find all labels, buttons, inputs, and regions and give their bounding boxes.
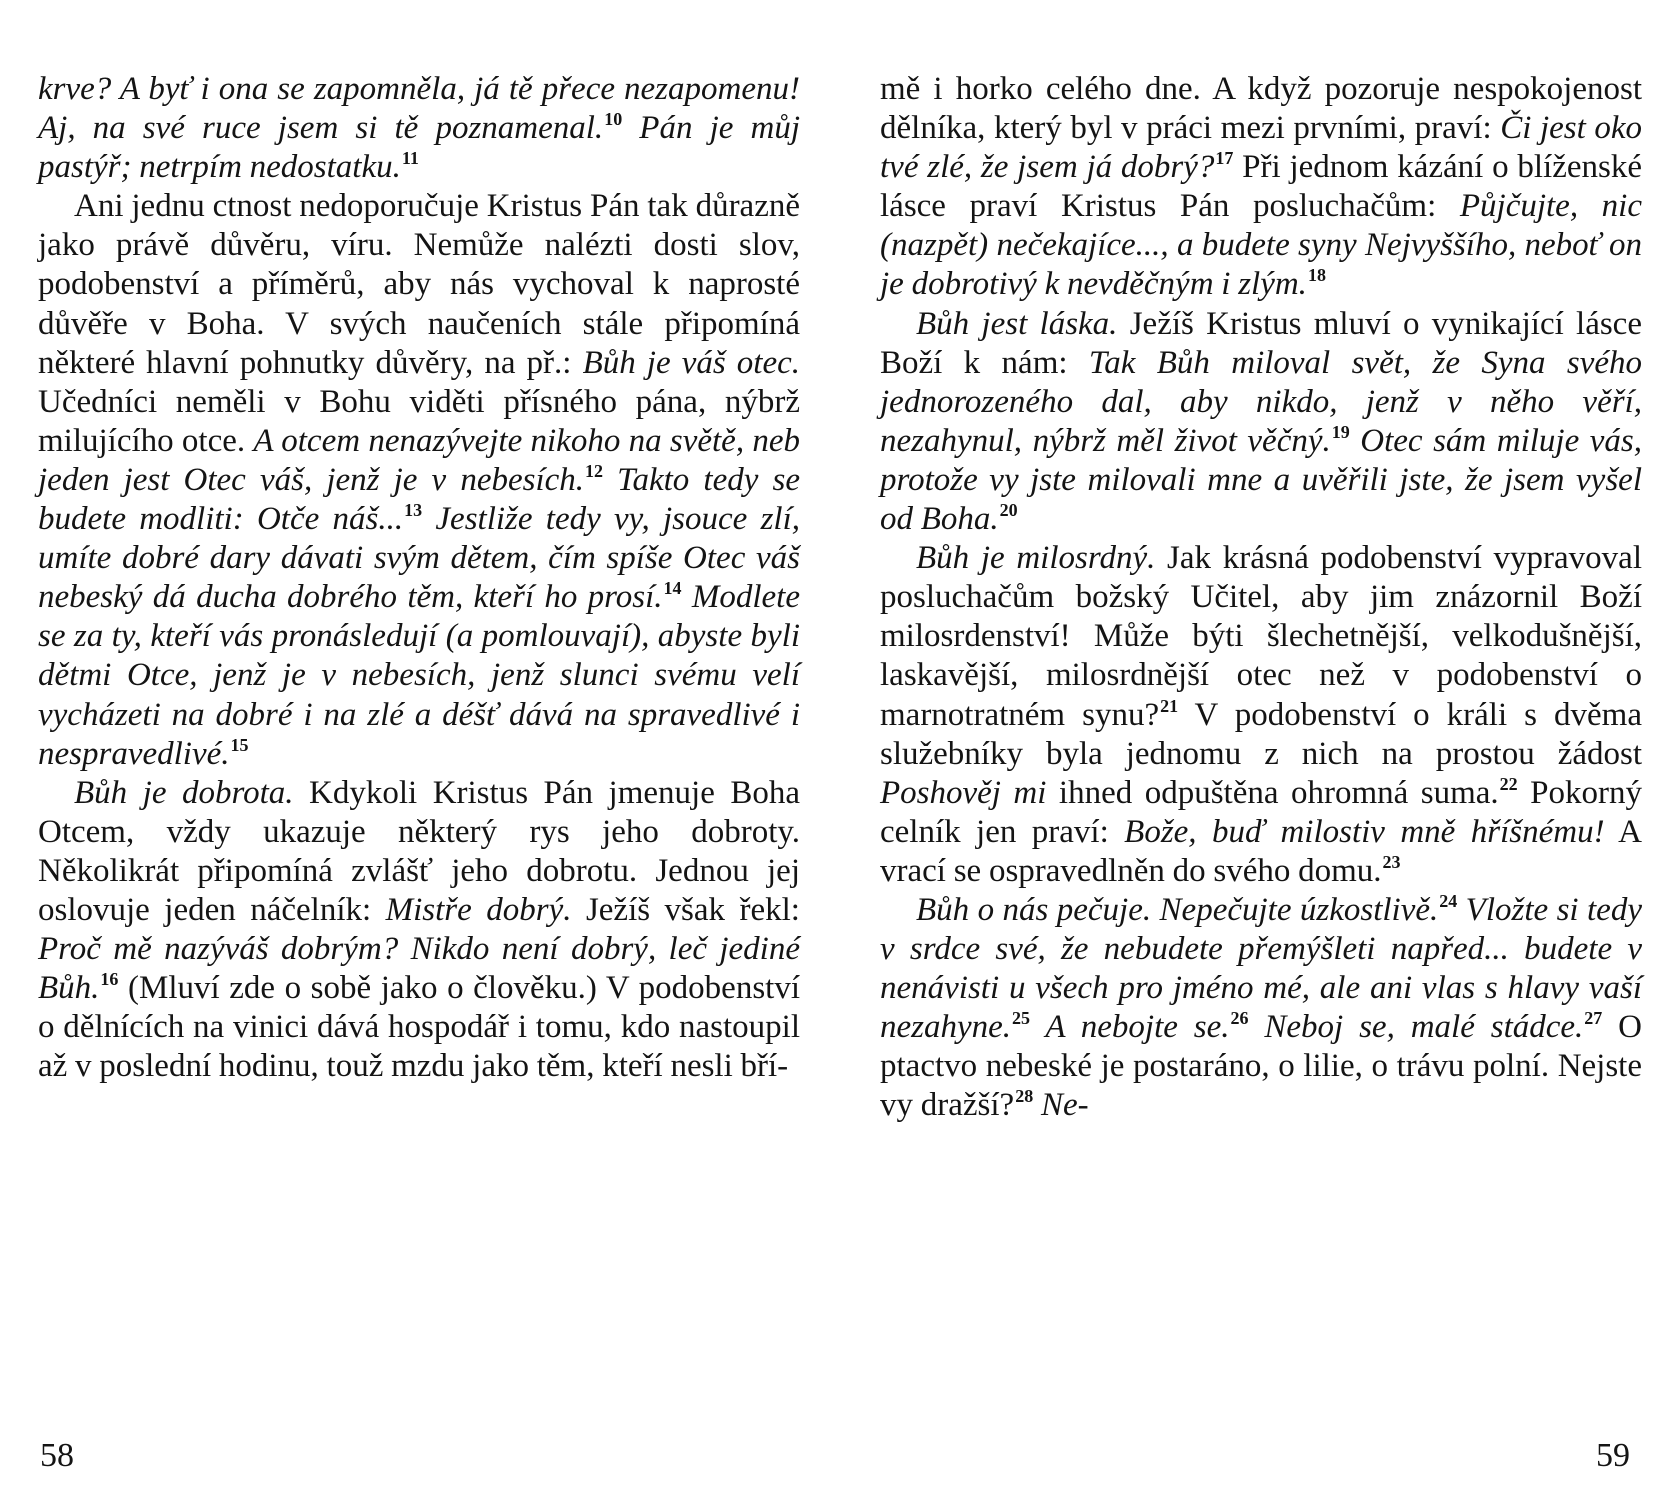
footnote-ref: 15 — [230, 734, 249, 755]
italic-text: Mistře dobrý. — [385, 891, 572, 928]
italic-text: A nebojte se. — [1030, 1009, 1230, 1046]
italic-text: A otcem nenazývejte nikoho na světě, neb jeden jest Otec váš, jenž je v nebesích. — [38, 422, 800, 498]
body-text: V podobenství o králi s dvěma služebníky byla jednomu z nich na prostou žádost — [880, 696, 1642, 772]
italic-text: Půjčujte, nic (nazpět) nečekajíce..., a budete syny Nejvyššího, neboť on je dobrotivý k nevděčným i zlým. — [880, 188, 1642, 303]
footnote-ref: 22 — [1499, 773, 1518, 794]
page-number-right: 59 — [1596, 1437, 1630, 1474]
footnote-ref: 21 — [1160, 695, 1179, 716]
footnote-ref: 28 — [1015, 1086, 1034, 1107]
italic-text: Či jest oko tvé zlé, že jsem já dobrý? — [880, 110, 1643, 186]
italic-text: krve? A byť i ona se zapomněla, já tě přece nezapomenu! Aj, na své ruce jsem si tě poznamenal. — [38, 71, 800, 147]
footnote-ref: 13 — [404, 500, 423, 521]
footnote-ref: 16 — [100, 969, 119, 990]
italic-text: Bože, buď milostiv mně hříšnému! — [1124, 813, 1605, 850]
italic-text: Bůh o nás pečuje. Nepečujte úzkostlivě. — [916, 891, 1439, 928]
italic-text: Bůh je milosrdný. — [916, 540, 1156, 577]
footnote-ref: 23 — [1382, 851, 1401, 872]
body-text: ihned odpuštěna ohromná suma. — [1046, 774, 1499, 811]
italic-text: Modlete se za ty, kteří vás pronásledují (a pomlouvají), abyste byli dětmi Otce, jenž je v nebesích, jenž slunci svému velí vycházeti na dobré i na zlé a déšť dává na spravedlivé i nespravedlivé. — [38, 579, 800, 772]
body-text: Pokorný celník jen praví: — [880, 774, 1642, 850]
body-text: Ježíš Kristus mluví o vynikající lásce Boží k nám: — [880, 305, 1642, 381]
footnote-ref: 24 — [1439, 890, 1458, 911]
italic-text: Proč mě nazýváš dobrým? Nikdo není dobrý, leč jediné Bůh. — [38, 931, 800, 1007]
footnote-ref: 18 — [1307, 265, 1326, 286]
footnote-ref: 10 — [604, 109, 623, 130]
footnote-ref: 17 — [1215, 148, 1234, 169]
body-text: Učedníci neměli v Bohu viděti přísného pána, nýbrž milujícího otce. — [38, 383, 800, 459]
body-text: O ptactvo nebeské je postaráno, o lilie, o trávu polní. Nejste vy dražší? — [880, 1009, 1642, 1124]
right-page — [880, 70, 1642, 1126]
italic-text: Jestliže tedy vy, jsouce zlí, umíte dobré dary dávati svým dětem, čím spíše Otec váš nebeský dá ducha dobrého těm, kteří ho prosí. — [38, 501, 800, 616]
italic-text: Ne- — [1033, 1087, 1089, 1124]
paragraph — [880, 70, 1642, 305]
body-text: A vrací se ospravedlněn do svého domu. — [880, 813, 1642, 889]
footnote-ref: 19 — [1331, 421, 1350, 442]
body-text: Ježíš však řekl: — [571, 891, 800, 928]
footnote-ref: 11 — [401, 148, 419, 169]
italic-text: Takto tedy se budete modliti: Otče náš... — [38, 461, 800, 538]
italic-text: Poshověj mi — [880, 774, 1047, 811]
paragraph — [38, 187, 800, 773]
body-text: Při jednom kázání o blíženské lásce praví Kristus Pán posluchačům: — [880, 149, 1642, 225]
footnote-ref: 27 — [1584, 1008, 1603, 1029]
italic-text: Bůh je dobrota. — [74, 774, 294, 811]
italic-text: Bůh je váš otec. — [582, 344, 800, 381]
left-page — [38, 70, 800, 1086]
footnote-ref: 12 — [585, 460, 604, 481]
page-number-left: 58 — [40, 1437, 74, 1474]
italic-text: Vložte si tedy v srdce své, že nebudete přemýšleti napřed... budete v nenávisti u všech pro jméno mé, ale ani vlas s hlavy vaší nezahyne. — [880, 891, 1642, 1046]
italic-text: Tak Bůh miloval svět, že Syna svého jednorozeného dal, aby nikdo, jenž v něho věří, nezahynul, nýbrž měl život věčný. — [880, 344, 1642, 459]
paragraph — [38, 70, 800, 187]
italic-text: Otec sám miluje vás, protože vy jste milovali mne a uvěřili jste, že jsem vyšel od Boha. — [880, 422, 1642, 538]
italic-text: Bůh jest láska. — [916, 305, 1118, 342]
italic-text: Pán je můj pastýř; netrpím nedostatku. — [38, 110, 800, 186]
paragraph — [38, 774, 800, 1087]
body-text: (Mluví zde o sobě jako o člověku.) V podobenství o dělnících na vinici dává hospodář i tomu, kdo nastoupil až v poslední hodinu, touž mzdu jako těm, kteří nesli bří- — [38, 970, 800, 1085]
left-page-text — [38, 70, 800, 1086]
footnote-ref: 26 — [1230, 1008, 1249, 1029]
body-text: mě i horko celého dne. A když pozoruje nespokojenost dělníka, který byl v práci mezi prvními, praví: — [880, 71, 1642, 147]
footnote-ref: 25 — [1012, 1008, 1031, 1029]
footnote-ref: 14 — [663, 578, 682, 599]
right-page-text — [880, 70, 1642, 1126]
italic-text: Neboj se, malé stádce. — [1248, 1009, 1584, 1046]
body-text: Ani jednu ctnost nedoporučuje Kristus Pán tak důrazně jako právě důvěru, víru. Nemůže nalézti dosti slov, podobenství a příměrů, aby nás vychoval k naprosté důvěře v Boha. V svých naučeních stále připomíná některé hlavní pohnutky důvěry, na př.: — [38, 188, 800, 381]
body-text: Jak krásná podobenství vypravoval posluchačům božský Učitel, aby jim znázornil Boží milosrdenství! Může býti šlechetnější, velkodušnější, laskavější, milosrdnější otec než v podobenství o marnotratném synu? — [880, 540, 1642, 733]
paragraph — [880, 305, 1642, 540]
paragraph — [880, 891, 1642, 1126]
paragraph — [880, 539, 1642, 891]
footnote-ref: 20 — [999, 500, 1018, 521]
body-text: Kdykoli Kristus Pán jmenuje Boha Otcem, vždy ukazuje některý rys jeho dobroty. Několikrát připomíná zvlášť jeho dobrotu. Jednou jej oslovuje jeden náčelník: — [38, 774, 800, 928]
